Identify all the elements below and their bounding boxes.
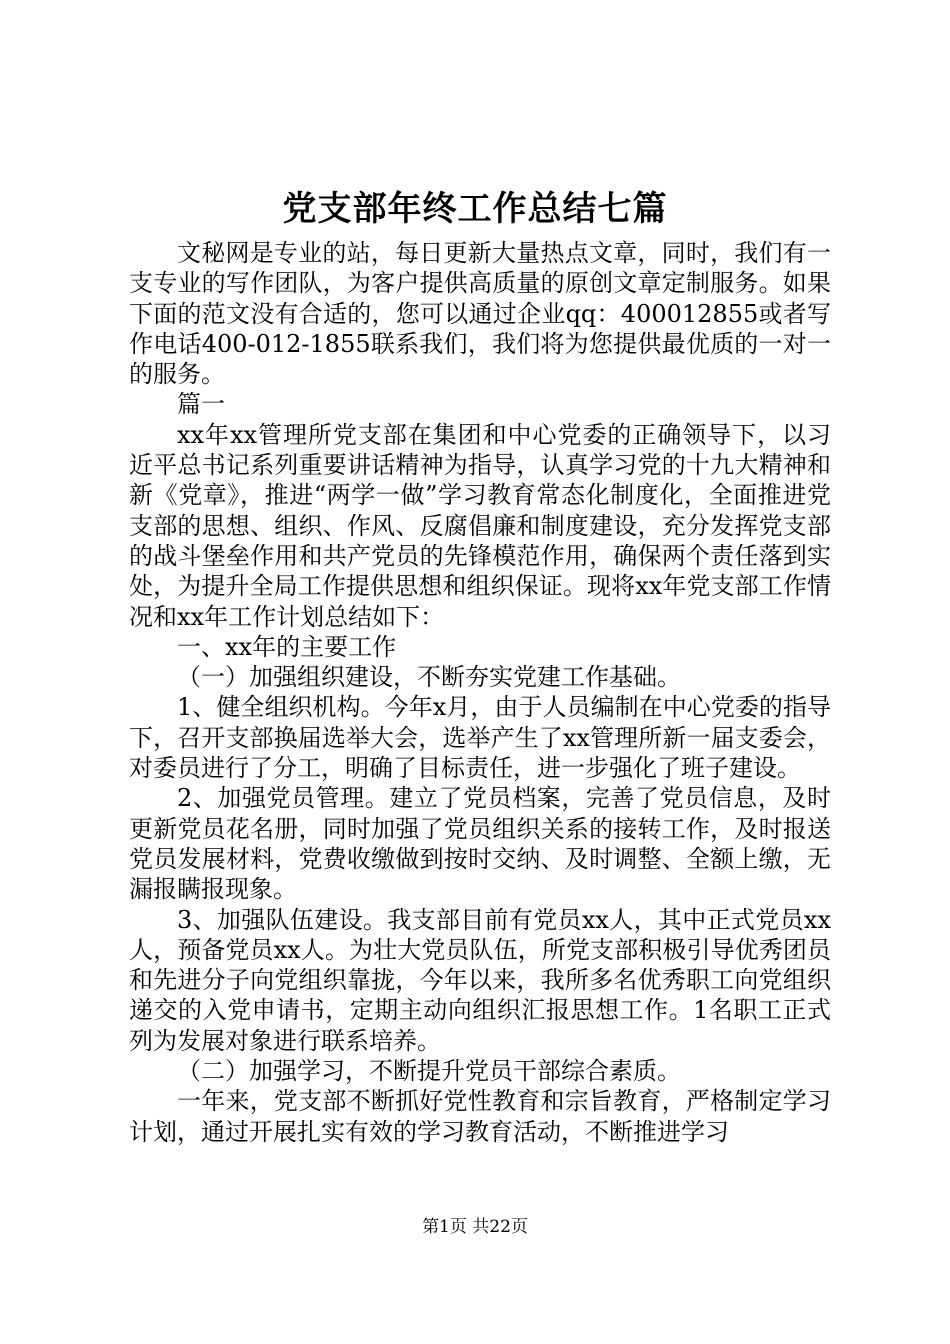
- subsection-heading-organization: （一）加强组织建设，不断夯实党建工作基础。: [177, 663, 681, 692]
- document-title: 党支部年终工作总结七篇: [282, 189, 668, 229]
- body-paragraph: 2、加强党员管理。建立了党员档案，完善了党员信息，及时更新党员花名册，同时加强了党员组织关系的接转工作，及时报送党员发展材料，党费收缴做到按时交纳、及时调整、全额上缴，无漏报瞒报现象。: [129, 784, 831, 904]
- section-heading-part-one: 篇一: [177, 390, 225, 419]
- subsection-heading-study: （二）加强学习，不断提升党员干部综合素质。: [177, 1057, 681, 1086]
- body-paragraph: 1、健全组织机构。今年x月，由于人员编制在中心党委的指导下，召开支部换届选举大会，选举产生了xx管理所新一届支委会，对委员进行了分工，明确了目标责任，进一步强化了班子建设。: [129, 693, 831, 783]
- body-paragraph: xx年xx管理所党支部在集团和中心党委的正确领导下，以习近平总书记系列重要讲话精神为指导，认真学习党的十九大精神和新《党章》，推进“两学一做”学习教育常态化制度化，全面推进党支部的思想、组织、作风、反腐倡廉和制度建设，充分发挥党支部的战斗堡垒作用和共产党员的先锋模范作用，确保两个责任落到实处，为提升全局工作提供思想和组织保证。现将xx年党支部工作情况和xx年工作计划总结如下：: [129, 420, 831, 631]
- section-heading-main-work: 一、xx年的主要工作: [177, 632, 397, 661]
- intro-paragraph: 文秘网是专业的站，每日更新大量热点文章，同时，我们有一支专业的写作团队，为客户提供高质量的原创文章定制服务。如果下面的范文没有合适的，您可以通过企业qq：400012855或者写作电话400-012-1855联系我们，我们将为您提供最优质的一对一的服务。: [129, 239, 831, 389]
- body-paragraph: 一年来，党支部不断抓好党性教育和宗旨教育，严格制定学习计划，通过开展扎实有效的学习教育活动，不断推进学习: [129, 1087, 831, 1146]
- body-paragraph: 3、加强队伍建设。我支部目前有党员xx人，其中正式党员xx人，预备党员xx人。为壮大党员队伍，所党支部积极引导优秀团员和先进分子向党组织靠拢，今年以来，我所多名优秀职工向党组织递交的入党申请书，定期主动向组织汇报思想工作。1名职工正式列为发展对象进行联系培养。: [129, 905, 831, 1055]
- document-body: [129, 238, 831, 1147]
- page-number-footer: 第1页 共22页: [422, 1217, 528, 1237]
